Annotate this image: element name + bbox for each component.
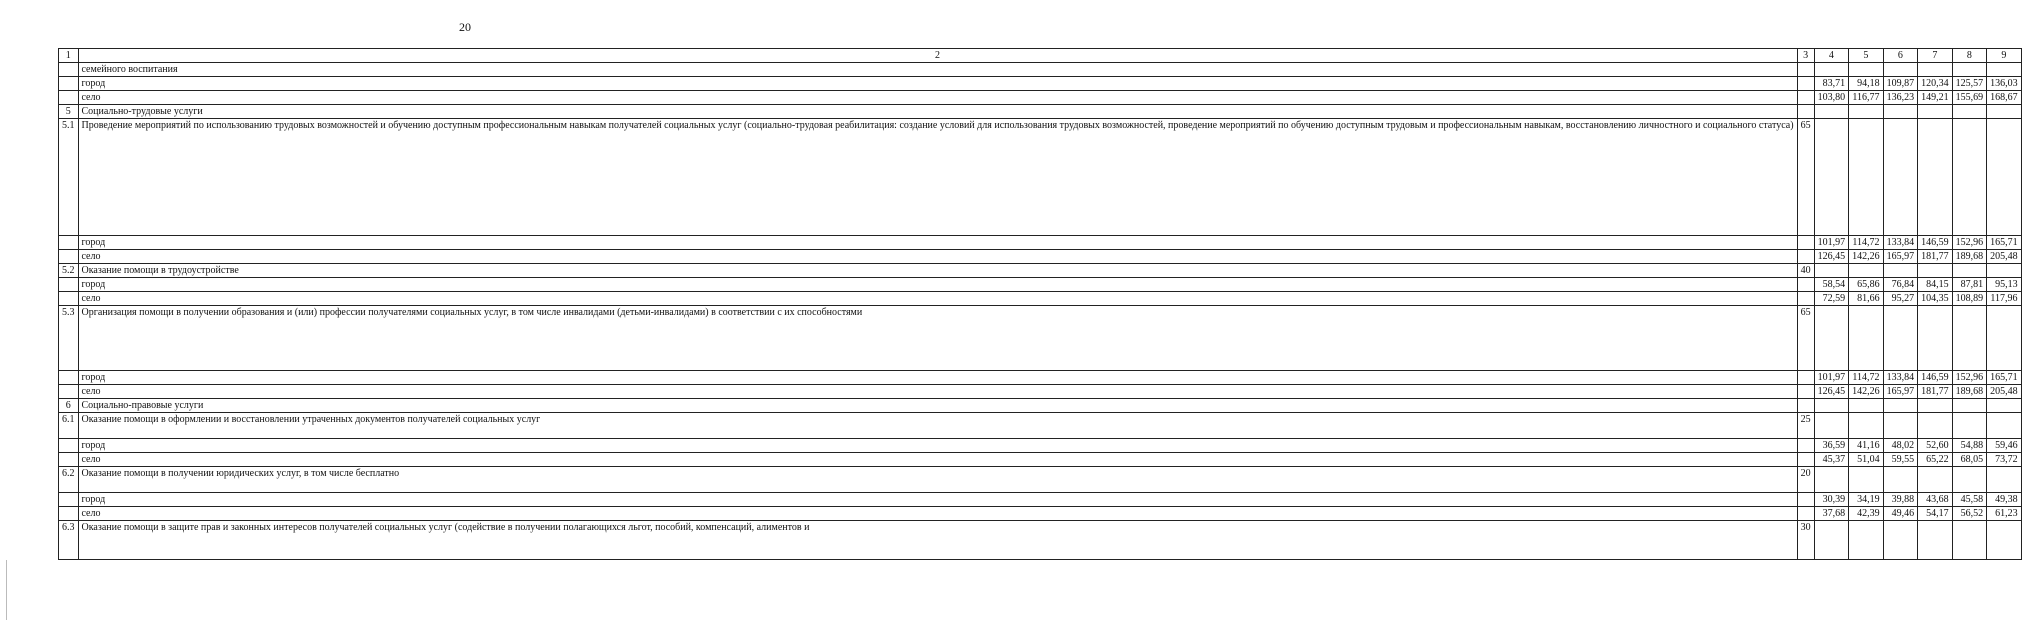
price-value (1814, 467, 1849, 493)
table-row (59, 250, 2022, 264)
service-name: Организация помощи в получении образования и (или) профессии получателями социальных услуг, в том числе инвалидами (детьми-инвалидами) в соответствии с их способностями (78, 306, 1797, 371)
price-value: 116,77 (1849, 91, 1884, 105)
price-value: 56,52 (1952, 507, 1987, 521)
price-value: 49,38 (1987, 493, 2022, 507)
service-rate (1797, 439, 1814, 453)
service-rate (1797, 453, 1814, 467)
table-row (59, 453, 2022, 467)
price-value (1849, 105, 1884, 119)
price-value: 189,68 (1952, 385, 1987, 399)
service-rate (1797, 292, 1814, 306)
price-value (1918, 399, 1953, 413)
price-value: 59,55 (1883, 453, 1918, 467)
service-rate (1797, 63, 1814, 77)
item-number (59, 77, 79, 91)
price-value (1849, 119, 1884, 236)
price-value (1814, 119, 1849, 236)
table-body (59, 49, 2022, 560)
price-value (1918, 63, 1953, 77)
table-row (59, 399, 2022, 413)
price-value: 114,72 (1849, 371, 1884, 385)
item-number: 5.2 (59, 264, 79, 278)
price-value: 81,66 (1849, 292, 1884, 306)
price-value (1987, 413, 2022, 439)
price-value: 120,34 (1918, 77, 1953, 91)
price-value: 43,68 (1918, 493, 1953, 507)
service-name: город (78, 371, 1797, 385)
price-value: 52,60 (1918, 439, 1953, 453)
table-row (59, 236, 2022, 250)
price-value: 103,80 (1814, 91, 1849, 105)
price-value (1918, 467, 1953, 493)
price-value (1814, 264, 1849, 278)
price-value: 146,59 (1918, 371, 1953, 385)
price-value: 152,96 (1952, 236, 1987, 250)
price-value (1883, 521, 1918, 560)
price-value (1918, 413, 1953, 439)
price-value: 59,46 (1987, 439, 2022, 453)
price-value (1883, 467, 1918, 493)
price-value (1883, 413, 1918, 439)
table-row (59, 439, 2022, 453)
table-row (59, 91, 2022, 105)
price-value (1883, 105, 1918, 119)
price-value: 152,96 (1952, 371, 1987, 385)
price-value: 108,89 (1952, 292, 1987, 306)
service-name: семейного воспитания (78, 63, 1797, 77)
price-value (1918, 119, 1953, 236)
service-name: село (78, 91, 1797, 105)
price-value: 165,71 (1987, 371, 2022, 385)
price-value (1814, 105, 1849, 119)
price-value: 165,71 (1987, 236, 2022, 250)
price-value (1883, 63, 1918, 77)
price-value: 136,03 (1987, 77, 2022, 91)
scan-edge-line (6, 560, 7, 620)
price-value (1918, 306, 1953, 371)
price-value: 109,87 (1883, 77, 1918, 91)
price-value: 51,04 (1849, 453, 1884, 467)
price-value (1814, 306, 1849, 371)
price-value (1952, 399, 1987, 413)
price-value (1814, 413, 1849, 439)
service-rate (1797, 250, 1814, 264)
item-number (59, 91, 79, 105)
price-value (1918, 521, 1953, 560)
price-value: 45,58 (1952, 493, 1987, 507)
item-number (59, 292, 79, 306)
column-header-7: 7 (1918, 49, 1953, 63)
service-rate (1797, 399, 1814, 413)
price-value (1952, 306, 1987, 371)
service-name: город (78, 493, 1797, 507)
item-number: 6.2 (59, 467, 79, 493)
price-value: 95,13 (1987, 278, 2022, 292)
item-number (59, 439, 79, 453)
item-number (59, 385, 79, 399)
table-row (59, 521, 2022, 560)
price-value: 49,46 (1883, 507, 1918, 521)
price-value (1849, 467, 1884, 493)
table-row (59, 306, 2022, 371)
price-value: 104,35 (1918, 292, 1953, 306)
price-value: 101,97 (1814, 236, 1849, 250)
price-value: 165,97 (1883, 250, 1918, 264)
item-number (59, 63, 79, 77)
service-name: Проведение мероприятий по использованию трудовых возможностей и обучению доступным профессиональным навыкам получателей социальных услуг (социально-трудовая реабилитация: создание условий для использования трудовых возможностей, проведение мероприятий по обучению доступным трудовым и профессиональным навыкам, восстановлению личностного и социального статуса) (78, 119, 1797, 236)
price-value (1987, 105, 2022, 119)
table-row (59, 105, 2022, 119)
service-rate (1797, 236, 1814, 250)
service-rate: 40 (1797, 264, 1814, 278)
price-value (1814, 399, 1849, 413)
price-value (1918, 264, 1953, 278)
price-value: 68,05 (1952, 453, 1987, 467)
service-name: город (78, 439, 1797, 453)
column-header-8: 8 (1952, 49, 1987, 63)
price-value (1952, 264, 1987, 278)
price-value: 87,81 (1952, 278, 1987, 292)
service-rate (1797, 91, 1814, 105)
price-value: 36,59 (1814, 439, 1849, 453)
price-value (1849, 399, 1884, 413)
column-header-4: 4 (1814, 49, 1849, 63)
price-value (1987, 119, 2022, 236)
price-value: 101,97 (1814, 371, 1849, 385)
service-rate: 65 (1797, 119, 1814, 236)
price-value: 114,72 (1849, 236, 1884, 250)
service-rate (1797, 385, 1814, 399)
column-header-9: 9 (1987, 49, 2022, 63)
price-value: 136,23 (1883, 91, 1918, 105)
price-value: 34,19 (1849, 493, 1884, 507)
item-number: 6 (59, 399, 79, 413)
price-value (1849, 264, 1884, 278)
header-row (59, 49, 2022, 63)
service-rate: 20 (1797, 467, 1814, 493)
service-name: Социально-правовые услуги (78, 399, 1797, 413)
table-row (59, 119, 2022, 236)
price-value: 54,88 (1952, 439, 1987, 453)
table-row (59, 77, 2022, 91)
service-name: Оказание помощи в получении юридических услуг, в том числе бесплатно (78, 467, 1797, 493)
item-number: 5 (59, 105, 79, 119)
price-value: 126,45 (1814, 385, 1849, 399)
page-number: 20 (459, 20, 471, 34)
service-rate: 25 (1797, 413, 1814, 439)
service-name: город (78, 77, 1797, 91)
price-value: 133,84 (1883, 371, 1918, 385)
price-value: 117,96 (1987, 292, 2022, 306)
price-value (1883, 399, 1918, 413)
price-value (1987, 306, 2022, 371)
service-rate (1797, 371, 1814, 385)
price-value: 205,48 (1987, 250, 2022, 264)
column-header-5: 5 (1849, 49, 1884, 63)
price-value (1987, 521, 2022, 560)
price-value: 45,37 (1814, 453, 1849, 467)
table-row (59, 493, 2022, 507)
price-value: 126,45 (1814, 250, 1849, 264)
service-name: село (78, 453, 1797, 467)
price-value: 58,54 (1814, 278, 1849, 292)
column-header-1: 1 (59, 49, 79, 63)
price-value: 142,26 (1849, 250, 1884, 264)
price-value: 73,72 (1987, 453, 2022, 467)
price-value: 181,77 (1918, 250, 1953, 264)
item-number (59, 236, 79, 250)
service-name: село (78, 507, 1797, 521)
price-value (1814, 63, 1849, 77)
service-name: село (78, 292, 1797, 306)
price-value: 94,18 (1849, 77, 1884, 91)
item-number (59, 507, 79, 521)
price-value (1849, 521, 1884, 560)
price-value: 72,59 (1814, 292, 1849, 306)
item-number (59, 493, 79, 507)
service-name: город (78, 278, 1797, 292)
table-row (59, 63, 2022, 77)
table-row (59, 467, 2022, 493)
price-value: 146,59 (1918, 236, 1953, 250)
price-value (1883, 264, 1918, 278)
price-value: 133,84 (1883, 236, 1918, 250)
service-name: Социально-трудовые услуги (78, 105, 1797, 119)
price-value: 142,26 (1849, 385, 1884, 399)
service-rate (1797, 105, 1814, 119)
price-value: 125,57 (1952, 77, 1987, 91)
price-value (1952, 105, 1987, 119)
table-row (59, 292, 2022, 306)
price-value (1918, 105, 1953, 119)
price-value: 189,68 (1952, 250, 1987, 264)
price-value: 42,39 (1849, 507, 1884, 521)
price-value (1849, 413, 1884, 439)
service-rate: 65 (1797, 306, 1814, 371)
price-value (1952, 413, 1987, 439)
service-name: город (78, 236, 1797, 250)
price-value (1883, 306, 1918, 371)
price-value: 30,39 (1814, 493, 1849, 507)
service-rate (1797, 493, 1814, 507)
price-value (1849, 63, 1884, 77)
service-name: село (78, 250, 1797, 264)
price-value: 84,15 (1918, 278, 1953, 292)
price-value (1883, 119, 1918, 236)
column-header-6: 6 (1883, 49, 1918, 63)
service-name: Оказание помощи в трудоустройстве (78, 264, 1797, 278)
price-value: 165,97 (1883, 385, 1918, 399)
service-name: Оказание помощи в защите прав и законных интересов получателей социальных услуг (содействие в получении полагающихся льгот, пособий, компенсаций, алиментов и (78, 521, 1797, 560)
table-row (59, 385, 2022, 399)
price-value: 83,71 (1814, 77, 1849, 91)
price-value: 39,88 (1883, 493, 1918, 507)
service-rate (1797, 77, 1814, 91)
column-header-3: 3 (1797, 49, 1814, 63)
price-value (1814, 521, 1849, 560)
price-value: 168,67 (1987, 91, 2022, 105)
price-value: 65,22 (1918, 453, 1953, 467)
price-value (1987, 264, 2022, 278)
price-value (1952, 467, 1987, 493)
price-value: 181,77 (1918, 385, 1953, 399)
item-number: 5.1 (59, 119, 79, 236)
service-rate (1797, 507, 1814, 521)
table-row (59, 371, 2022, 385)
price-value (1849, 306, 1884, 371)
item-number (59, 453, 79, 467)
price-value (1952, 119, 1987, 236)
table-row (59, 278, 2022, 292)
price-value: 48,02 (1883, 439, 1918, 453)
price-value (1952, 63, 1987, 77)
item-number (59, 250, 79, 264)
price-value: 149,21 (1918, 91, 1953, 105)
item-number: 5.3 (59, 306, 79, 371)
table-row (59, 507, 2022, 521)
tariff-table (58, 48, 2022, 560)
service-rate (1797, 278, 1814, 292)
price-value: 155,69 (1952, 91, 1987, 105)
price-value (1987, 467, 2022, 493)
price-value: 76,84 (1883, 278, 1918, 292)
price-value: 65,86 (1849, 278, 1884, 292)
price-value (1987, 63, 2022, 77)
price-value: 61,23 (1987, 507, 2022, 521)
table-row (59, 264, 2022, 278)
service-name: Оказание помощи в оформлении и восстановлении утраченных документов получателей социальных услуг (78, 413, 1797, 439)
price-value: 54,17 (1918, 507, 1953, 521)
table-row (59, 413, 2022, 439)
price-value: 205,48 (1987, 385, 2022, 399)
price-value: 41,16 (1849, 439, 1884, 453)
price-value: 37,68 (1814, 507, 1849, 521)
item-number: 6.1 (59, 413, 79, 439)
item-number (59, 371, 79, 385)
price-value: 95,27 (1883, 292, 1918, 306)
item-number: 6.3 (59, 521, 79, 560)
service-rate: 30 (1797, 521, 1814, 560)
service-name: село (78, 385, 1797, 399)
price-value (1987, 399, 2022, 413)
column-header-2: 2 (78, 49, 1797, 63)
item-number (59, 278, 79, 292)
price-value (1952, 521, 1987, 560)
